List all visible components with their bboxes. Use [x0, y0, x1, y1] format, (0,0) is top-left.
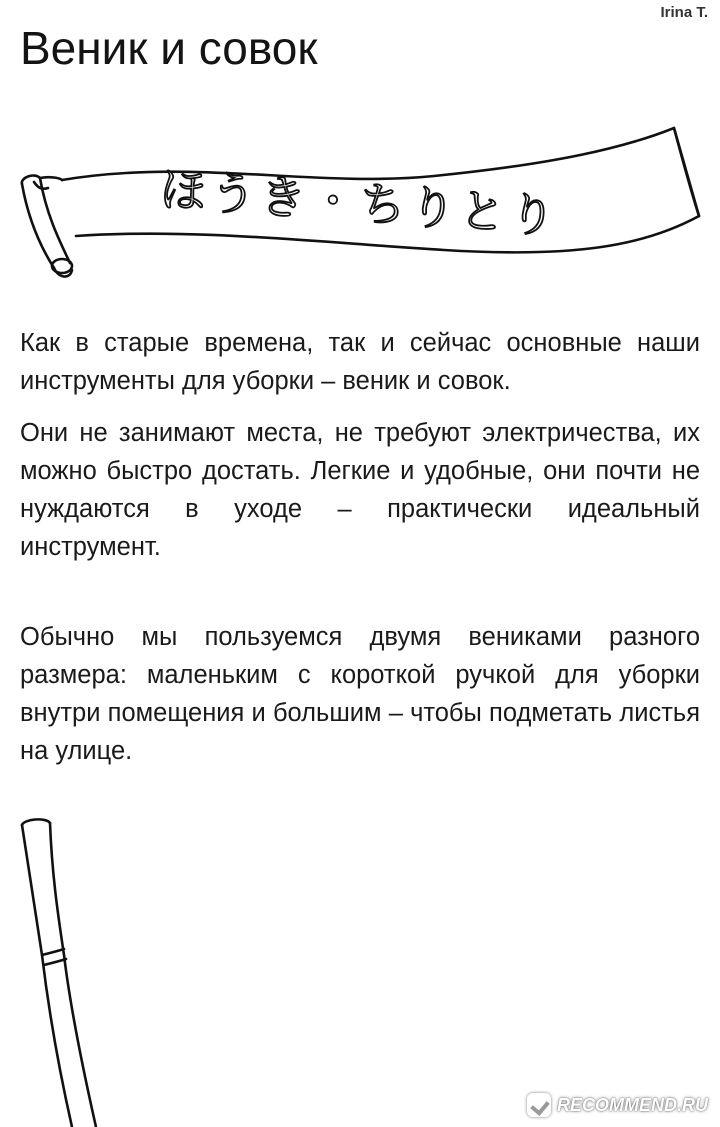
- broom-handle-illustration: [12, 815, 132, 1127]
- watermark-text: RECOMMEND.RU: [557, 1094, 708, 1115]
- paragraph-intro: Как в старые времена, так и сейчас основные наши инструменты для уборки – веник и совок.: [20, 329, 700, 395]
- article-body: [20, 324, 700, 784]
- recommend-logo-icon: [527, 1093, 551, 1117]
- paragraph-brooms: Обычно мы пользуемся двумя вениками разного размера: маленьким с короткой ручкой для уборки внутри помещения и большим – чтобы подметать листья на улице.: [20, 623, 700, 765]
- banner-caption: ほうき・ちりとり: [158, 162, 562, 244]
- author-name[interactable]: Irina T.: [660, 4, 708, 21]
- page-title: Веник и совок: [20, 22, 318, 74]
- paragraph-benefits: Они не занимают места, не требуют электричества, их можно быстро достать. Легкие и удобные, они почти не нуждаются в уходе – практически идеальный инструмент.: [20, 419, 700, 561]
- recommend-watermark: [527, 1093, 708, 1117]
